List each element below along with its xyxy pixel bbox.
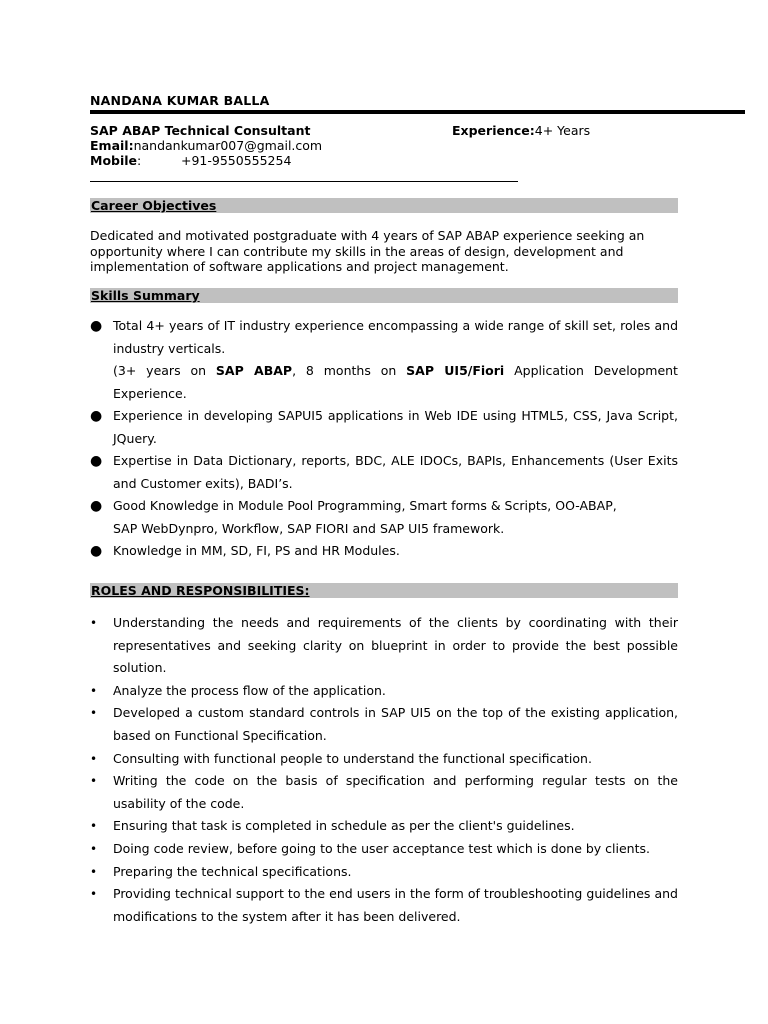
role-item	[90, 815, 678, 838]
role-item-text: Preparing the technical specifications.	[113, 863, 352, 879]
skill-item-text: Knowledge in MM, SD, FI, PS and HR Modules.	[113, 543, 400, 558]
role-item-text: Understanding the needs and requirements of the clients by coordinating with their representatives and seeking clarity on blueprint in order to provide the best possible solution.	[113, 615, 678, 676]
mobile-colon: :	[137, 153, 142, 168]
skill-detail-prefix: (3+ years on	[113, 363, 216, 378]
email-label: Email:	[90, 138, 134, 153]
roles-list	[90, 612, 678, 928]
skill-item	[90, 495, 678, 540]
skill-item-detail	[113, 360, 678, 405]
bullet-icon: •	[90, 887, 98, 902]
skill-item-text: Experience in developing SAPUI5 applications in Web IDE using HTML5, CSS, Java Script, JQuery.	[113, 408, 678, 446]
bullet-icon: •	[90, 864, 98, 879]
skills-summary-heading: Skills Summary	[91, 288, 200, 303]
skill-item-text: Total 4+ years of IT industry experience encompassing a wide range of skill set, roles and industry verticals.	[113, 318, 678, 356]
career-objectives-header	[90, 198, 678, 213]
experience-value: 4+ Years	[534, 123, 591, 138]
bullet-icon: •	[90, 683, 98, 698]
role-item	[90, 770, 678, 815]
role-item-text: Analyze the process flow of the application.	[113, 682, 386, 698]
role-item	[90, 861, 678, 884]
bullet-icon: ●	[90, 498, 103, 514]
candidate-name: NANDANA KUMAR BALLA	[90, 93, 270, 108]
role-item	[90, 612, 678, 680]
bullet-icon: •	[90, 774, 98, 789]
skill-item	[90, 540, 678, 563]
skill-item-text: Good Knowledge in Module Pool Programming, Smart forms & Scripts, OO-ABAP,	[113, 498, 617, 513]
skill-detail-fiori: SAP UI5/Fiori	[406, 363, 505, 378]
roles-header	[90, 583, 678, 598]
email-line	[90, 138, 322, 153]
bullet-icon: ●	[90, 318, 103, 334]
skill-detail-abap: SAP ABAP	[215, 363, 293, 378]
bullet-icon: •	[90, 706, 98, 721]
bullet-icon: •	[90, 751, 98, 766]
role-item-text: Doing code review, before going to the user acceptance test which is done by clients.	[113, 840, 650, 856]
role-item-text: Consulting with functional people to understand the functional specification.	[113, 750, 592, 766]
role-item-text: Providing technical support to the end users in the form of troubleshooting guidelines and modifications to the system after it has been delivered.	[113, 886, 678, 924]
skill-item	[90, 450, 678, 495]
bullet-icon: ●	[90, 408, 103, 424]
career-objectives-text: Dedicated and motivated postgraduate with 4 years of SAP ABAP experience seeking an opportunity where I can contribute my skills in the areas of design, development and implementation of software applications and project management.	[90, 228, 645, 274]
mobile-line	[90, 153, 141, 168]
role-item-text: Developed a custom standard controls in SAP UI5 on the top of the existing application, based on Functional Specification.	[113, 705, 678, 743]
bullet-icon: •	[90, 616, 98, 630]
role-item	[90, 748, 678, 771]
mobile-value: +91-9550555254	[181, 153, 292, 168]
header-rule	[90, 110, 745, 114]
role-item	[90, 838, 678, 861]
bullet-icon: •	[90, 841, 98, 856]
skill-item	[90, 315, 678, 405]
email-value[interactable]: nandankumar007@gmail.com	[133, 138, 323, 153]
bullet-icon: ●	[90, 543, 103, 559]
experience-line	[452, 123, 590, 138]
role-item	[90, 702, 678, 747]
job-title: SAP ABAP Technical Consultant	[90, 123, 311, 138]
role-item-text: Ensuring that task is completed in schedule as per the client's guidelines.	[113, 818, 575, 834]
skill-detail-mid: , 8 months on	[292, 363, 407, 378]
skill-item-text-line2: SAP WebDynpro, Workflow, SAP FIORI and SAP UI5 framework.	[113, 520, 505, 536]
mobile-label: Mobile	[90, 153, 138, 168]
role-item	[90, 883, 678, 928]
role-item	[90, 680, 678, 703]
skills-list	[90, 315, 678, 563]
skill-item	[90, 405, 678, 450]
bullet-icon: •	[90, 819, 98, 834]
skills-summary-header	[90, 288, 678, 303]
skill-item-text: Expertise in Data Dictionary, reports, BDC, ALE IDOCs, BAPIs, Enhancements (User Exits and Customer exits), BADI’s.	[113, 453, 678, 491]
header-divider	[90, 181, 518, 182]
career-objectives-heading: Career Objectives	[91, 198, 217, 213]
roles-heading: ROLES AND RESPONSIBILITIES:	[91, 583, 310, 598]
bullet-icon: ●	[90, 453, 103, 469]
role-item-text: Writing the code on the basis of specification and performing regular tests on the usability of the code.	[113, 773, 678, 811]
experience-label: Experience:	[452, 123, 535, 138]
skill-detail-suffix: Application Development Experience.	[113, 363, 678, 401]
